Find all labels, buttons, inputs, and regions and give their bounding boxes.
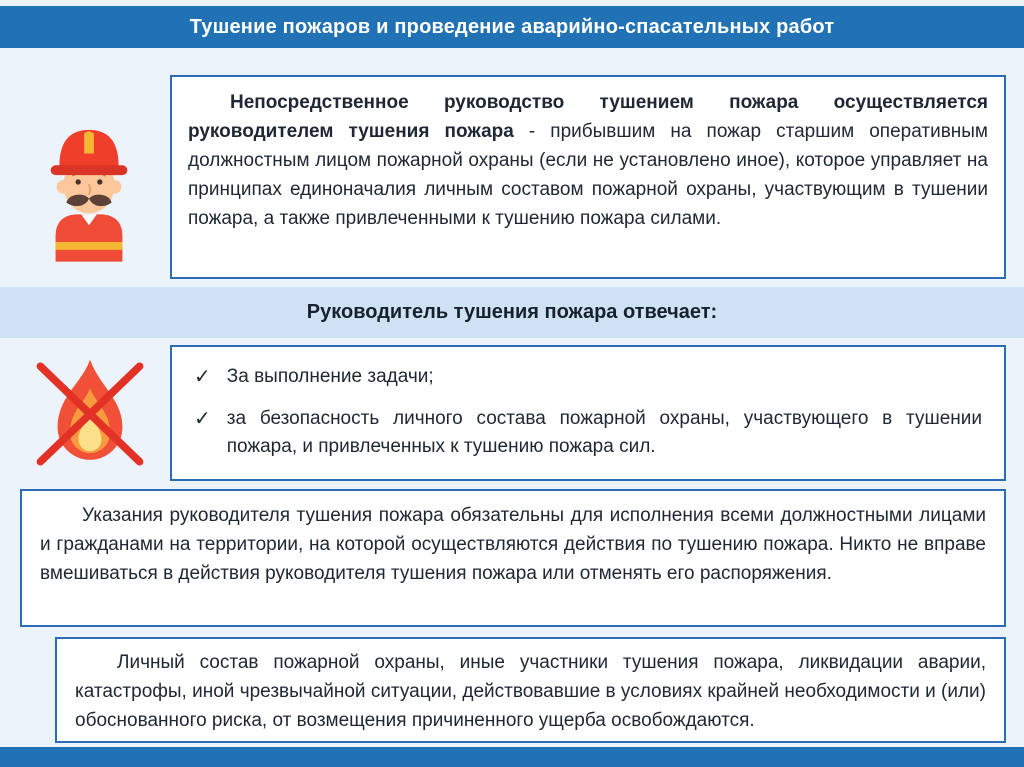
section-heading: Руководитель тушения пожара отвечает: xyxy=(306,301,718,323)
list-item-text: за безопасность личного состава пожарной охраны, участвующего в тушении пожара, и привлеченных к тушению пожара сил. xyxy=(226,408,982,457)
definition-box xyxy=(170,75,1006,279)
firefighter-icon xyxy=(30,96,148,264)
bottom-bar xyxy=(0,747,1024,767)
list-item-text: За выполнение задачи; xyxy=(226,366,434,387)
check-icon: ✓ xyxy=(194,366,211,388)
orders-box xyxy=(20,489,1006,627)
definition-paragraph xyxy=(188,89,988,233)
slide-title: Тушение пожаров и проведение аварийно-спасательных работ xyxy=(189,15,835,38)
slide-header-bar xyxy=(0,6,1024,48)
list-item xyxy=(194,405,982,460)
orders-paragraph: Указания руководителя тушения пожара обязательны для исполнения всеми должностными лицами и гражданами на территории, на которой осуществляются действия по тушению пожара. Никто не вправе вмешиваться в действия руководителя тушения пожара или отменять его распоряжения. xyxy=(40,505,986,584)
crossed-fire-icon xyxy=(24,352,156,476)
responsibilities-box xyxy=(170,345,1006,481)
immunity-paragraph: Личный состав пожарной охраны, иные участники тушения пожара, ликвидации аварии, катастрофы, иной чрезвычайной ситуации, действовавшие в условиях крайней необходимости и (или) обоснованного риска, от возмещения причиненного ущерба освобождаются. xyxy=(75,652,986,731)
responsibilities-list xyxy=(194,363,982,460)
list-item xyxy=(194,363,982,392)
check-icon: ✓ xyxy=(194,408,211,430)
definition-bold-text: Непосредственное руководство тушением пожара осуществляется руководителем тушения пожара xyxy=(188,92,988,142)
section-heading-band xyxy=(0,287,1024,338)
definition-normal-text: - прибывшим на пожар старшим оперативным должностным лицом пожарной охраны (если не установлено иное), которое управляет на принципах единоначалия личным составом пожарной охраны, участвующим в тушении пожара, а также привлеченными к тушению пожара силами. xyxy=(188,120,988,229)
immunity-box xyxy=(55,637,1006,743)
